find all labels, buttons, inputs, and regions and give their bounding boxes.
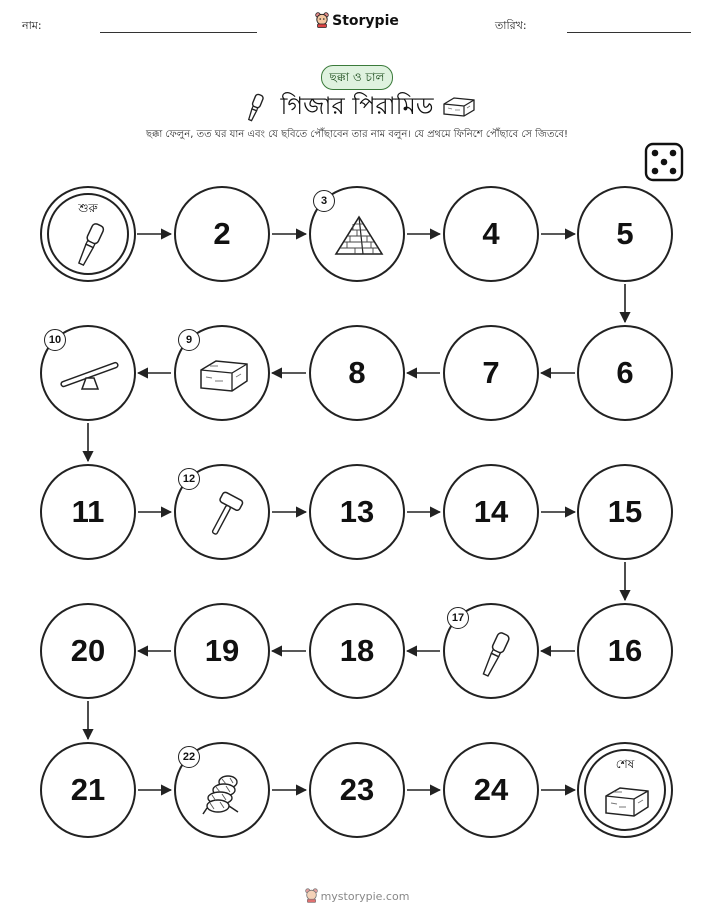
board-tile[interactable] (309, 186, 405, 282)
tile-number: 14 (473, 494, 509, 529)
tile-number: 24 (473, 772, 509, 807)
board-tile[interactable] (40, 603, 136, 699)
brand-name: Storypie (332, 13, 399, 29)
date-label: তারিখ: (495, 19, 527, 32)
board-tile[interactable] (174, 325, 270, 421)
tile-number-badge: 17 (447, 607, 469, 629)
storypie-logo-icon (305, 888, 318, 906)
tile-number: 19 (204, 633, 240, 668)
tile-number: 20 (70, 633, 106, 668)
game-type-tag: ছক্কা ও চাল (321, 65, 393, 90)
board-tile[interactable] (443, 742, 539, 838)
board-tile[interactable] (40, 742, 136, 838)
tile-number: 18 (339, 633, 375, 668)
tile-number: 23 (339, 772, 375, 807)
tile-number-badge: 10 (44, 329, 66, 351)
name-label: নাম: (22, 19, 42, 32)
tile-number-badge: 12 (178, 468, 200, 490)
pyramid-icon (333, 214, 385, 258)
lever-icon (58, 361, 122, 391)
board-tile[interactable] (174, 742, 270, 838)
footer (0, 888, 714, 906)
board-tile[interactable] (174, 464, 270, 560)
board-tile[interactable] (40, 325, 136, 421)
board-tile[interactable] (174, 186, 270, 282)
start-label: শুরু (78, 201, 98, 215)
board-tile[interactable] (443, 464, 539, 560)
board-tile[interactable] (443, 603, 539, 699)
tile-number: 6 (616, 355, 634, 390)
tile-number: 11 (71, 494, 105, 529)
tile-number: 21 (70, 772, 106, 807)
board-tile[interactable] (577, 464, 673, 560)
board-tile[interactable] (309, 464, 405, 560)
tile-number: 15 (607, 494, 643, 529)
tile-number: 13 (339, 494, 375, 529)
board-tile[interactable] (309, 603, 405, 699)
stone-block-icon (198, 357, 250, 395)
tile-number-badge: 22 (178, 746, 200, 768)
tile-number-badge: 9 (178, 329, 200, 351)
tile-number: 16 (607, 633, 643, 668)
board-tile[interactable] (40, 464, 136, 560)
stone-block-icon (603, 784, 651, 820)
tile-number-badge: 3 (313, 190, 335, 212)
mallet-icon (204, 490, 244, 540)
board-tile[interactable] (309, 742, 405, 838)
chisel-icon (475, 629, 515, 681)
board-tile[interactable] (174, 603, 270, 699)
board-tile[interactable] (577, 603, 673, 699)
tile-number: 5 (616, 216, 634, 251)
end-label: শেষ (615, 757, 635, 771)
tile-number: 7 (482, 355, 500, 390)
tile-number: 4 (482, 216, 500, 251)
board-tile[interactable] (577, 186, 673, 282)
board-tile[interactable] (443, 186, 539, 282)
board-tile[interactable] (309, 325, 405, 421)
board-tile[interactable] (577, 325, 673, 421)
board-tile-start[interactable] (40, 186, 136, 282)
rope-icon (200, 772, 248, 816)
chisel-icon (70, 220, 110, 270)
tile-number: 2 (213, 216, 231, 251)
page-title: গিজার পিরামিড (280, 92, 434, 120)
footer-site[interactable]: mystorypie.com (320, 890, 410, 903)
board-tile-end[interactable] (577, 742, 673, 838)
board-tile[interactable] (443, 325, 539, 421)
tile-number: 8 (348, 355, 366, 390)
instructions: ছক্কা ফেলুন, তত ঘর যান এবং যে ছবিতে পৌঁছাবেন তার নাম বলুন। যে প্রথমে ফিনিশে পৌঁছাবে সে জিতবে! (145, 129, 569, 140)
